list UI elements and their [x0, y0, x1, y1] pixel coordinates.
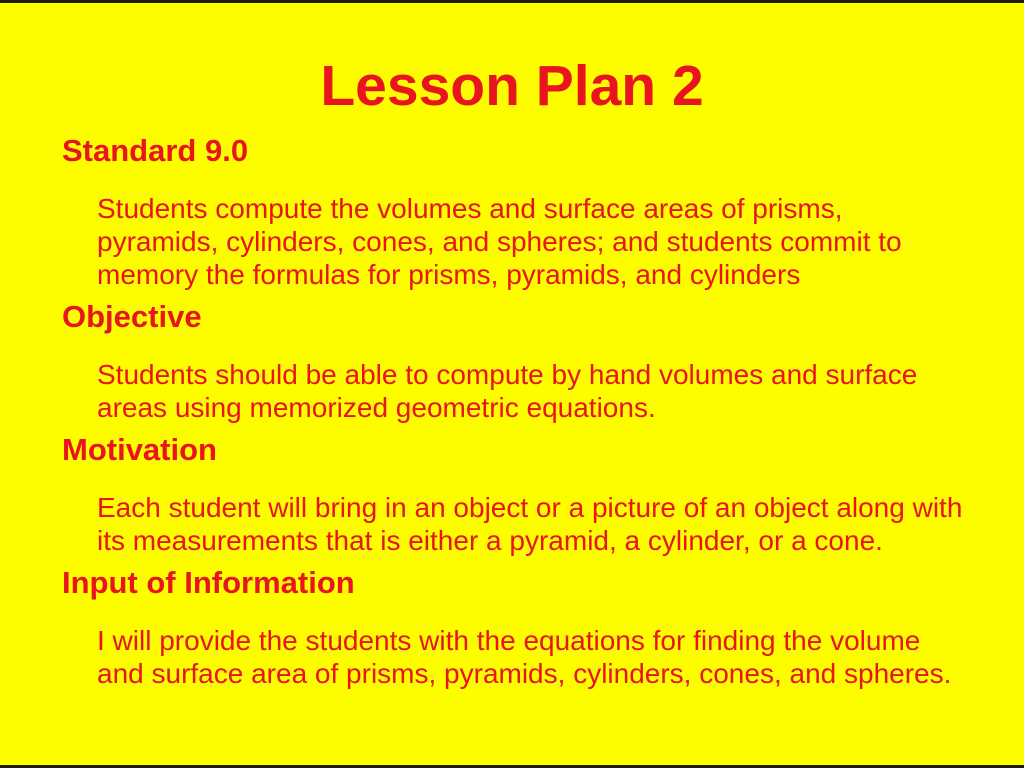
- section-body-input-of-information: I will provide the students with the equations for finding the volume and surface area of prisms, pyramids, cylinders, cones, and spheres.: [97, 625, 952, 689]
- section-motivation: [62, 433, 984, 557]
- section-heading-standard: Standard 9.0: [62, 133, 249, 168]
- section-heading-input-of-information: Input of Information: [62, 565, 355, 600]
- section-input-of-information: [62, 566, 984, 690]
- section-body-standard: Students compute the volumes and surface areas of prisms, pyramids, cylinders, cones, and spheres; and students commit to memory the formulas for prisms, pyramids, and cylinders: [97, 193, 902, 290]
- section-heading-motivation: Motivation: [62, 432, 217, 467]
- section-heading-objective: Objective: [62, 299, 202, 334]
- section-body-motivation: Each student will bring in an object or a picture of an object along with its measurements that is either a pyramid, a cylinder, or a cone.: [97, 492, 963, 556]
- section-standard: [62, 134, 984, 291]
- slide-top-edge: [0, 0, 1024, 3]
- section-body-objective: Students should be able to compute by hand volumes and surface areas using memorized geometric equations.: [97, 359, 918, 423]
- section-objective: [62, 300, 984, 424]
- slide-content: [0, 134, 1024, 690]
- slide-title: Lesson Plan 2: [320, 54, 704, 118]
